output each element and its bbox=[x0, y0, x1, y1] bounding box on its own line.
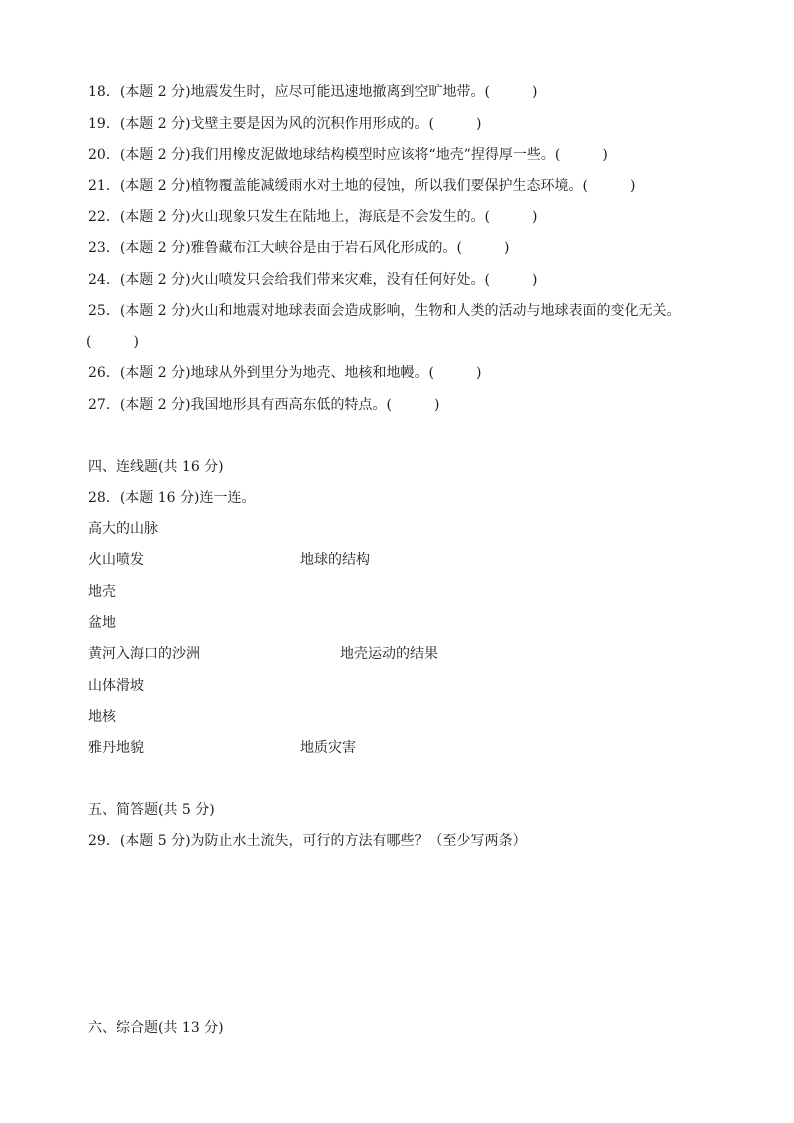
question-18: 18．(本题 2 分)地震发生时，应尽可能迅速地撤离到空旷地带。( ) bbox=[88, 84, 538, 100]
question-21: 21．(本题 2 分)植物覆盖能减缓雨水对土地的侵蚀，所以我们要保护生态环境。( ) bbox=[88, 178, 636, 194]
section-6-title: 六、综合题(共 13 分) bbox=[88, 1020, 224, 1036]
match-right-item: 地球的结构 bbox=[300, 552, 370, 568]
question-25-answer-blank: ( ) bbox=[86, 334, 139, 350]
match-left-item: 山体滑坡 bbox=[88, 678, 144, 694]
section-5-title: 五、简答题(共 5 分) bbox=[88, 802, 215, 818]
question-22: 22．(本题 2 分)火山现象只发生在陆地上，海底是不会发生的。( ) bbox=[88, 209, 538, 225]
section-4-title: 四、连线题(共 16 分) bbox=[88, 459, 224, 475]
question-24: 24．(本题 2 分)火山喷发只会给我们带来灾难，没有任何好处。( ) bbox=[88, 272, 538, 288]
question-28: 28．(本题 16 分)连一连。 bbox=[88, 490, 256, 506]
match-left-item: 雅丹地貌 bbox=[88, 740, 144, 756]
match-right-item: 地质灾害 bbox=[300, 740, 356, 756]
question-25: 25．(本题 2 分)火山和地震对地球表面会造成影响，生物和人类的活动与地球表面的变化无关。 bbox=[88, 303, 681, 319]
match-left-item: 地核 bbox=[88, 709, 116, 725]
match-left-item: 黄河入海口的沙洲 bbox=[88, 646, 200, 662]
question-26: 26．(本题 2 分)地球从外到里分为地壳、地核和地幔。( ) bbox=[88, 365, 482, 381]
match-right-item: 地壳运动的结果 bbox=[340, 646, 438, 662]
question-27: 27．(本题 2 分)我国地形具有西高东低的特点。( ) bbox=[88, 397, 440, 413]
question-23: 23．(本题 2 分)雅鲁藏布江大峡谷是由于岩石风化形成的。( ) bbox=[88, 240, 510, 256]
question-19: 19．(本题 2 分)戈壁主要是因为风的沉积作用形成的。( ) bbox=[88, 116, 482, 132]
question-29: 29．(本题 5 分)为防止水土流失，可行的方法有哪些？（至少写两条） bbox=[88, 833, 527, 849]
question-20: 20．(本题 2 分)我们用橡皮泥做地球结构模型时应该将“地壳”捏得厚一些。( ) bbox=[88, 147, 608, 163]
match-left-item: 高大的山脉 bbox=[88, 521, 158, 537]
match-left-item: 地壳 bbox=[88, 584, 116, 600]
match-left-item: 火山喷发 bbox=[88, 552, 144, 568]
match-left-item: 盆地 bbox=[88, 615, 116, 631]
